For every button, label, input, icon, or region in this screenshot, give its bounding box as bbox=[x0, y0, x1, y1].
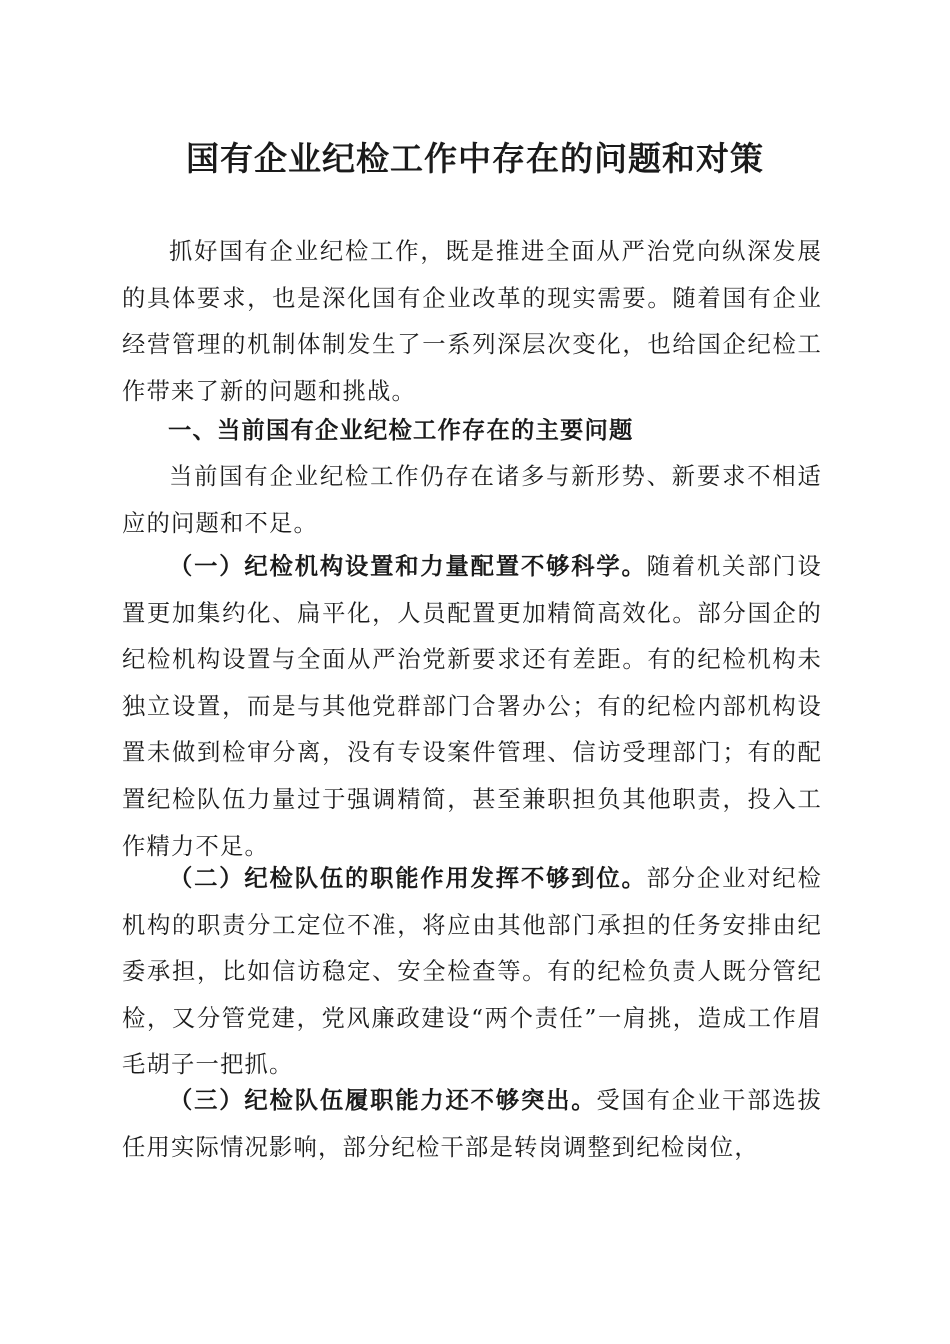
item-paragraph-1 bbox=[122, 544, 822, 870]
page-title: 国有企业纪检工作中存在的问题和对策 bbox=[186, 139, 764, 178]
item-paragraph-2 bbox=[122, 856, 822, 1089]
section-summary-paragraph: 当前国有企业纪检工作仍存在诸多与新形势、新要求不相适应的问题和不足。 bbox=[122, 463, 822, 537]
item-lead-2: （二）纪检队伍的职能作用发挥不够到位。 bbox=[169, 865, 647, 892]
section-heading: 一、当前国有企业纪检工作存在的主要问题 bbox=[168, 417, 634, 444]
item-lead-3: （三）纪检队伍履职能力还不够突出。 bbox=[169, 1087, 597, 1114]
item-lead-1: （一）纪检机构设置和力量配置不够科学。 bbox=[169, 553, 647, 580]
intro-paragraph: 抓好国有企业纪检工作，既是推进全面从严治党向纵深发展的具体要求，也是深化国有企业改革的现实需要。随着国有企业经营管理的机制体制发生了一系列深层次变化，也给国企纪检工作带来了新的问题和挑战。 bbox=[122, 238, 822, 405]
item-text-2: 部分企业对纪检机构的职责分工定位不准，将应由其他部门承担的任务安排由纪委承担，比如信访稳定、安全检查等。有的纪检负责人既分管纪检，又分管党建，党风廉政建设“两个责任”一肩挑，造成工作眉毛胡子一把抓。 bbox=[122, 865, 822, 1079]
item-text-3: 受国有企业干部选拔任用实际情况影响，部分纪检干部是转岗调整到纪检岗位， bbox=[122, 1087, 822, 1161]
item-text-1: 随着机关部门设置更加集约化、扁平化，人员配置更加精简高效化。部分国企的纪检机构设置与全面从严治党新要求还有差距。有的纪检机构未独立设置，而是与其他党群部门合署办公；有的纪检内部机构设置未做到检审分离，没有专设案件管理、信访受理部门；有的配置纪检队伍力量过于强调精简，甚至兼职担负其他职责，投入工作精力不足。 bbox=[122, 553, 822, 860]
item-paragraph-3 bbox=[122, 1078, 822, 1171]
